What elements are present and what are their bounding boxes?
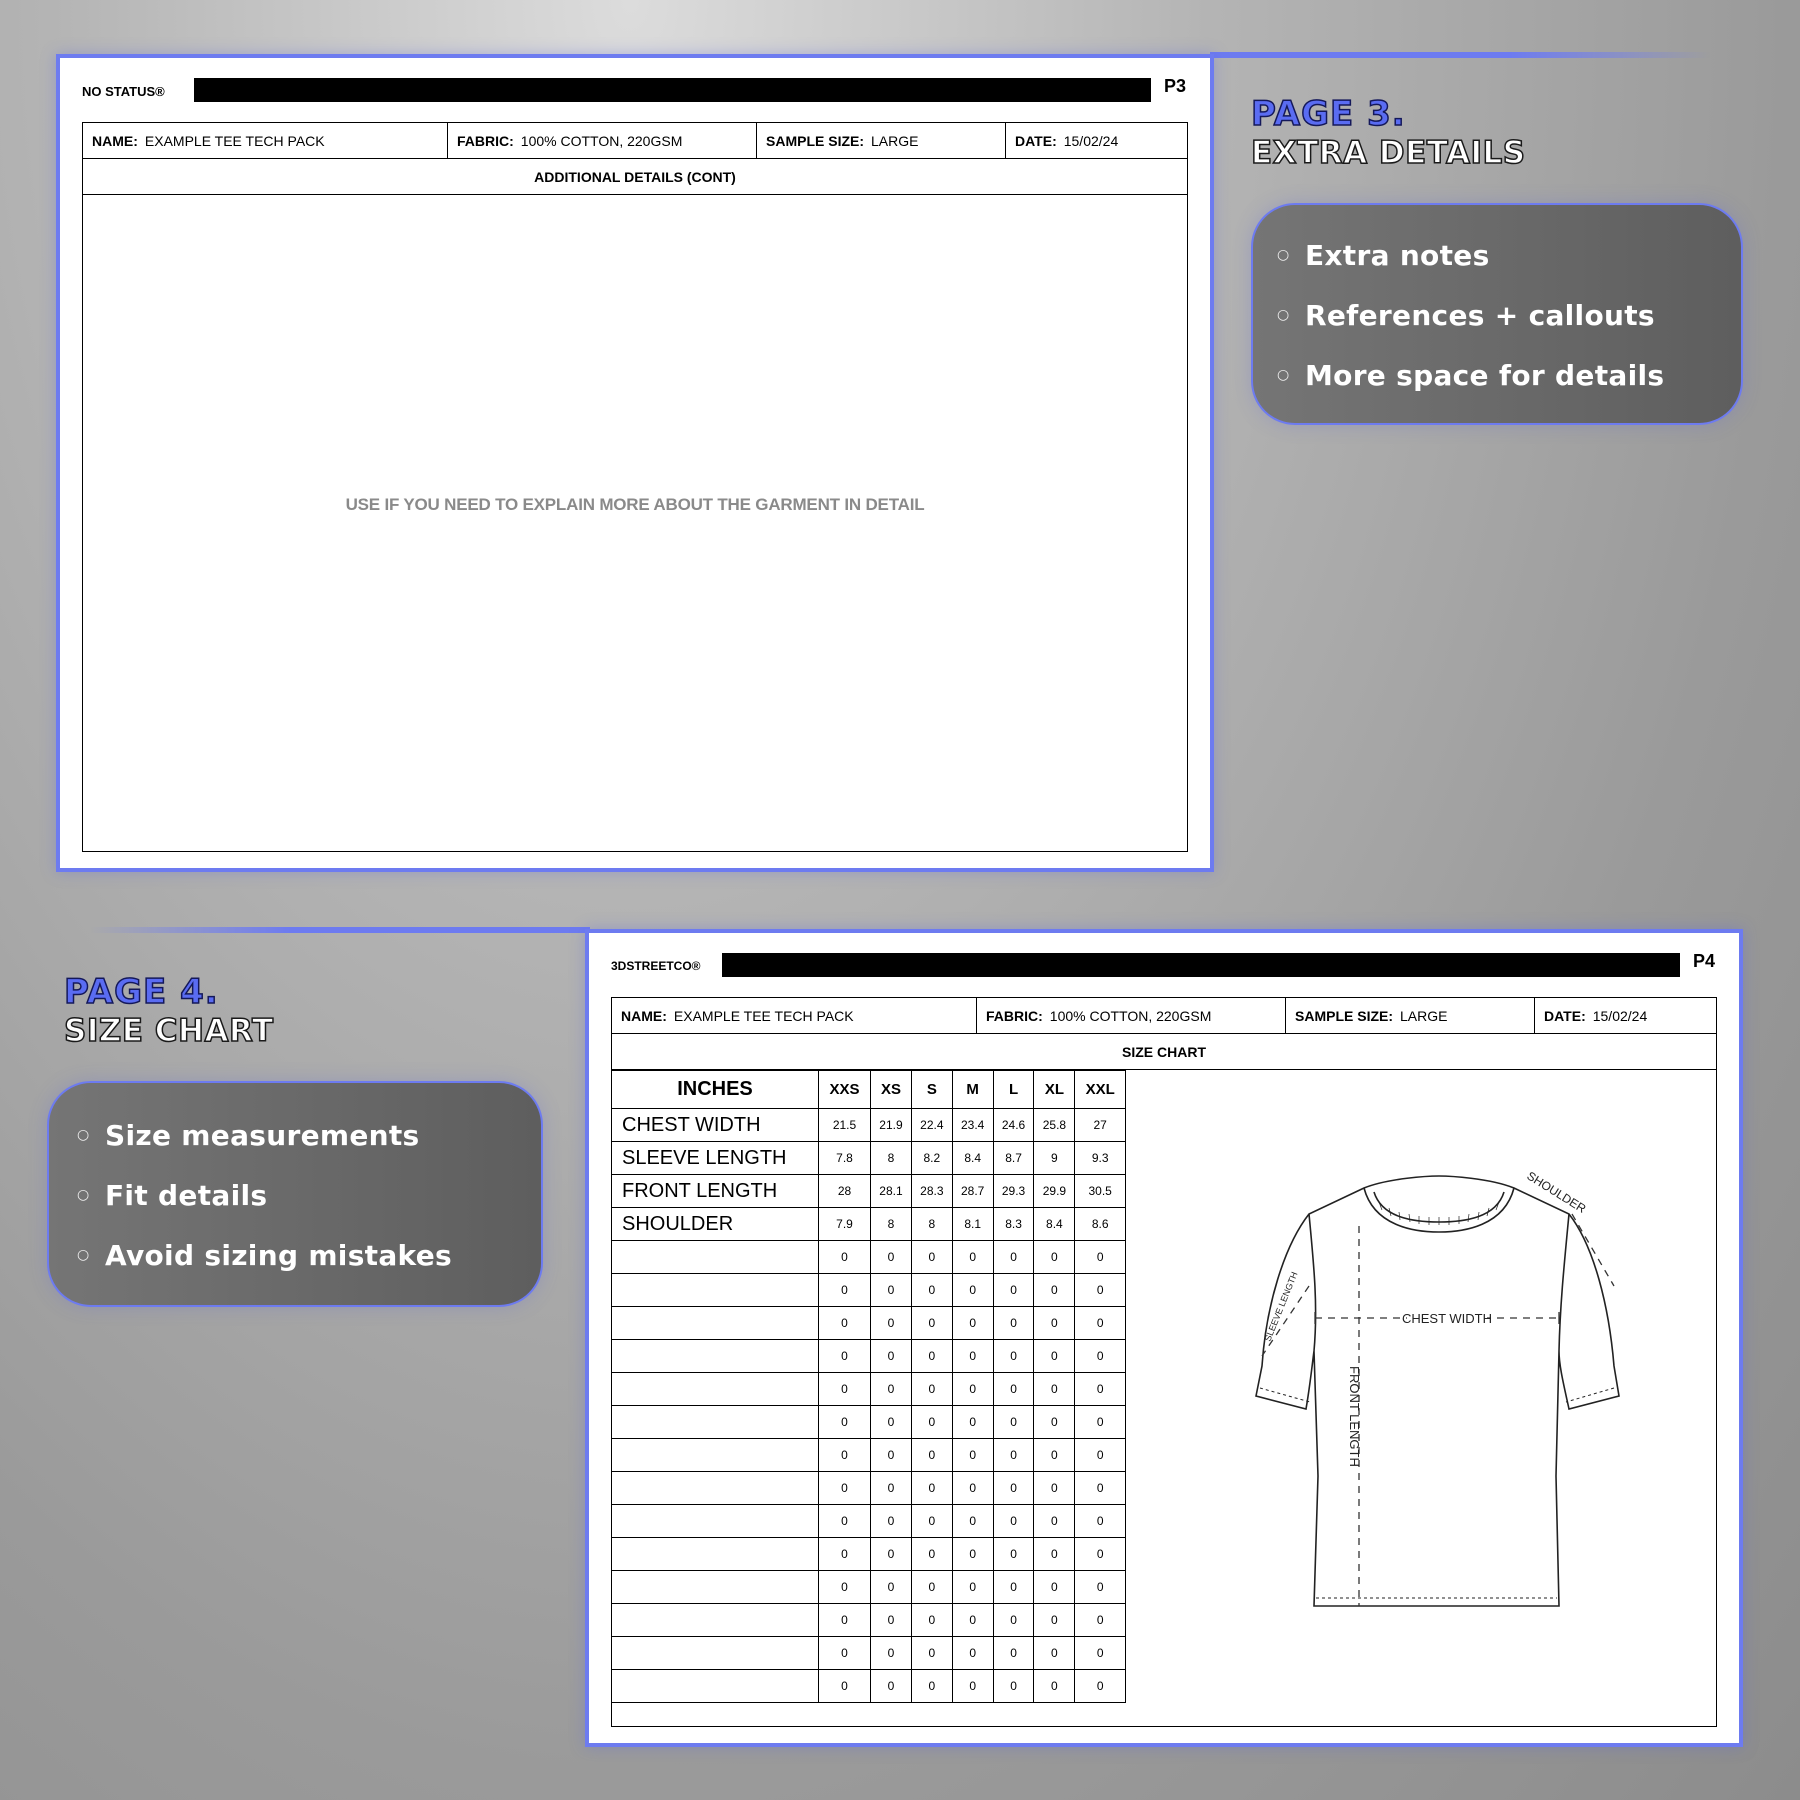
- measurement-value: 0: [871, 1538, 912, 1571]
- section-title: ADDITIONAL DETAILS (CONT): [82, 159, 1188, 195]
- list-item-label: Avoid sizing mistakes: [105, 1238, 452, 1272]
- measurement-value: 0: [1034, 1472, 1075, 1505]
- measurement-value: 0: [952, 1538, 993, 1571]
- chest-width-label: CHEST WIDTH: [1401, 1311, 1493, 1326]
- header-row: [611, 997, 1717, 1034]
- measurement-value: 0: [1075, 1439, 1126, 1472]
- date-label: DATE:: [1544, 1007, 1586, 1024]
- measurement-value: 0: [1075, 1538, 1126, 1571]
- name-value: EXAMPLE TEE TECH PACK: [673, 1007, 854, 1024]
- name-label: NAME:: [92, 132, 138, 149]
- measurement-value: 8.2: [911, 1142, 952, 1175]
- measurement-value: 0: [1034, 1406, 1075, 1439]
- panel4-title: [64, 972, 274, 1050]
- table-row: [612, 1670, 1126, 1703]
- brand-logo: NO STATUS®: [82, 84, 165, 99]
- measurement-value: 0: [819, 1241, 871, 1274]
- size-column-header: XXS: [819, 1071, 871, 1109]
- measurement-value: 0: [952, 1406, 993, 1439]
- table-row: [612, 1241, 1126, 1274]
- measurement-value: 0: [871, 1340, 912, 1373]
- measurement-label: SLEEVE LENGTH: [612, 1142, 819, 1175]
- measurement-value: 0: [819, 1571, 871, 1604]
- size-table: [611, 1070, 1126, 1703]
- name-cell: [612, 998, 977, 1033]
- measurement-value: 0: [952, 1670, 993, 1703]
- measurement-value: 0: [993, 1274, 1034, 1307]
- table-row: [612, 1175, 1126, 1208]
- list-item-label: References + callouts: [1305, 298, 1655, 332]
- size-table-body: [612, 1109, 1126, 1703]
- size-column-header: L: [993, 1071, 1034, 1109]
- measurement-value: 0: [819, 1439, 871, 1472]
- list-item-label: More space for details: [1305, 358, 1665, 392]
- measurement-value: 0: [952, 1439, 993, 1472]
- tshirt-outline: [1256, 1176, 1619, 1606]
- measurement-value: 0: [911, 1373, 952, 1406]
- table-row: [612, 1472, 1126, 1505]
- measurement-value: 0: [1075, 1472, 1126, 1505]
- measurement-value: 29.3: [993, 1175, 1034, 1208]
- measurement-value: 0: [911, 1538, 952, 1571]
- measurement-value: 0: [819, 1406, 871, 1439]
- measurement-value: 27: [1075, 1109, 1126, 1142]
- table-row: [612, 1406, 1126, 1439]
- list-item: [77, 1165, 541, 1225]
- measurement-value: 0: [1034, 1439, 1075, 1472]
- measurement-value: 0: [1075, 1373, 1126, 1406]
- table-row: [612, 1505, 1126, 1538]
- measurement-value: 0: [993, 1604, 1034, 1637]
- tech-pack-page-3: [56, 54, 1214, 872]
- measurement-value: 0: [911, 1472, 952, 1505]
- list-item: [77, 1225, 541, 1285]
- measurement-value: 8: [871, 1208, 912, 1241]
- list-item: [1277, 285, 1741, 345]
- list-item-label: Fit details: [105, 1178, 268, 1212]
- measurement-value: 0: [911, 1604, 952, 1637]
- date-label: DATE:: [1015, 132, 1057, 149]
- measurement-value: 0: [993, 1340, 1034, 1373]
- fabric-value: 100% COTTON, 220GSM: [520, 132, 683, 149]
- fabric-value: 100% COTTON, 220GSM: [1049, 1007, 1212, 1024]
- measurement-value: 0: [993, 1505, 1034, 1538]
- list-item: [1277, 225, 1741, 285]
- measurement-value: 0: [952, 1307, 993, 1340]
- measurement-value: 28.3: [911, 1175, 952, 1208]
- measurement-value: 0: [911, 1637, 952, 1670]
- name-label: NAME:: [621, 1007, 667, 1024]
- measurement-value: 0: [871, 1571, 912, 1604]
- sample-size-label: SAMPLE SIZE:: [766, 132, 865, 149]
- measurement-value: 21.9: [871, 1109, 912, 1142]
- measurement-value: 9.3: [1075, 1142, 1126, 1175]
- measurement-value: 0: [1075, 1505, 1126, 1538]
- front-length-label: FRONT LENGTH: [1347, 1366, 1362, 1467]
- measurement-value: 8.4: [952, 1142, 993, 1175]
- measurement-value: 8.3: [993, 1208, 1034, 1241]
- measurement-value: 0: [1075, 1406, 1126, 1439]
- size-column-header: XS: [871, 1071, 912, 1109]
- measurement-value: 8: [871, 1142, 912, 1175]
- measurement-value: 7.8: [819, 1142, 871, 1175]
- details-area: [82, 195, 1188, 852]
- measurement-value: 0: [819, 1604, 871, 1637]
- measurement-value: 0: [911, 1274, 952, 1307]
- measurement-value: 0: [1075, 1604, 1126, 1637]
- measurement-label: [612, 1406, 819, 1439]
- measurement-value: 0: [819, 1307, 871, 1340]
- section-title: SIZE CHART: [611, 1034, 1717, 1070]
- measurement-label: [612, 1307, 819, 1340]
- measurement-value: 30.5: [1075, 1175, 1126, 1208]
- measurement-value: 0: [819, 1373, 871, 1406]
- measurement-value: 0: [952, 1604, 993, 1637]
- measurement-label: [612, 1241, 819, 1274]
- fabric-cell: [448, 123, 757, 158]
- measurement-value: 22.4: [911, 1109, 952, 1142]
- date-value: 15/02/24: [1063, 132, 1119, 149]
- measurement-value: 7.9: [819, 1208, 871, 1241]
- measurement-value: 0: [993, 1538, 1034, 1571]
- measurement-label: CHEST WIDTH: [612, 1109, 819, 1142]
- measurement-value: 0: [911, 1406, 952, 1439]
- measurement-value: 0: [1034, 1340, 1075, 1373]
- fabric-cell: [977, 998, 1286, 1033]
- measurement-value: 0: [911, 1439, 952, 1472]
- measurement-value: 0: [952, 1505, 993, 1538]
- size-column-header: XL: [1034, 1071, 1075, 1109]
- measurement-value: 0: [911, 1505, 952, 1538]
- measurement-value: 0: [1075, 1340, 1126, 1373]
- accent-line-page4: [90, 927, 590, 933]
- measurement-label: [612, 1340, 819, 1373]
- measurement-value: 0: [819, 1472, 871, 1505]
- fabric-label: FABRIC:: [986, 1007, 1043, 1024]
- measurement-value: 0: [952, 1472, 993, 1505]
- measurement-value: 28.7: [952, 1175, 993, 1208]
- bullet-icon: ○: [1277, 247, 1290, 263]
- table-row: [612, 1373, 1126, 1406]
- measurement-label: [612, 1439, 819, 1472]
- measurement-value: 0: [993, 1472, 1034, 1505]
- sample-size-label: SAMPLE SIZE:: [1295, 1007, 1394, 1024]
- list-item-label: Size measurements: [105, 1118, 420, 1152]
- table-row: [612, 1307, 1126, 1340]
- measurement-value: 0: [871, 1505, 912, 1538]
- sample-size-cell: [1286, 998, 1535, 1033]
- measurement-label: [612, 1274, 819, 1307]
- measurement-value: 0: [952, 1274, 993, 1307]
- measurement-label: [612, 1637, 819, 1670]
- unit-header: INCHES: [612, 1071, 819, 1109]
- measurement-value: 0: [993, 1571, 1034, 1604]
- panel4-title-page: PAGE 4.: [64, 972, 219, 1012]
- panel3-title-subtitle: EXTRA DETAILS: [1251, 135, 1526, 171]
- panel3-title: [1251, 94, 1526, 172]
- measurement-value: 0: [1034, 1307, 1075, 1340]
- measurement-value: 0: [819, 1505, 871, 1538]
- table-row: [612, 1142, 1126, 1175]
- size-column-header: M: [952, 1071, 993, 1109]
- page-number: P4: [1693, 951, 1716, 971]
- measurement-value: 0: [1075, 1307, 1126, 1340]
- header-row: [82, 122, 1188, 159]
- measurement-label: [612, 1571, 819, 1604]
- measurement-value: 0: [871, 1472, 912, 1505]
- measurement-value: 0: [1034, 1571, 1075, 1604]
- measurement-value: 0: [911, 1670, 952, 1703]
- panel4-feature-list: [47, 1081, 543, 1307]
- sample-size-value: LARGE: [871, 132, 919, 149]
- measurement-value: 0: [1034, 1505, 1075, 1538]
- measurement-value: 0: [952, 1571, 993, 1604]
- sample-size-cell: [757, 123, 1006, 158]
- table-row: [612, 1109, 1126, 1142]
- name-cell: [83, 123, 448, 158]
- measurement-value: 8.1: [952, 1208, 993, 1241]
- measurement-value: 28.1: [871, 1175, 912, 1208]
- bullet-icon: ○: [1277, 367, 1290, 383]
- measurement-value: 0: [993, 1439, 1034, 1472]
- placeholder-text: USE IF YOU NEED TO EXPLAIN MORE ABOUT THE GARMENT IN DETAIL: [345, 495, 925, 514]
- panel4-title-subtitle: SIZE CHART: [64, 1013, 274, 1049]
- table-row: [612, 1340, 1126, 1373]
- title-bar: [194, 78, 1151, 102]
- bullet-icon: ○: [77, 1127, 90, 1143]
- size-column-header: S: [911, 1071, 952, 1109]
- measurement-value: 0: [871, 1406, 912, 1439]
- table-row: [612, 1274, 1126, 1307]
- measurement-value: 24.6: [993, 1109, 1034, 1142]
- date-value: 15/02/24: [1592, 1007, 1648, 1024]
- bullet-icon: ○: [77, 1187, 90, 1203]
- shoulder-label: SHOULDER: [1524, 1168, 1589, 1216]
- size-column-header: XXL: [1075, 1071, 1126, 1109]
- measurement-value: 21.5: [819, 1109, 871, 1142]
- measurement-value: 0: [871, 1274, 912, 1307]
- measurement-value: 0: [1034, 1373, 1075, 1406]
- measurement-value: 0: [911, 1241, 952, 1274]
- measurement-value: 0: [1034, 1241, 1075, 1274]
- measurement-value: 25.8: [1034, 1109, 1075, 1142]
- measurement-value: 0: [1034, 1670, 1075, 1703]
- measurement-label: [612, 1604, 819, 1637]
- measurement-value: 0: [952, 1637, 993, 1670]
- measurement-value: 8.7: [993, 1142, 1034, 1175]
- measurement-label: FRONT LENGTH: [612, 1175, 819, 1208]
- bullet-icon: ○: [1277, 307, 1290, 323]
- measurement-value: 0: [911, 1340, 952, 1373]
- measurement-value: 0: [952, 1241, 993, 1274]
- measurement-value: 0: [819, 1274, 871, 1307]
- measurement-label: [612, 1505, 819, 1538]
- measurement-value: 8: [911, 1208, 952, 1241]
- measurement-value: 0: [911, 1571, 952, 1604]
- measurement-value: 9: [1034, 1142, 1075, 1175]
- list-item: [77, 1105, 541, 1165]
- table-row: [612, 1439, 1126, 1472]
- fabric-label: FABRIC:: [457, 132, 514, 149]
- table-row: [612, 1571, 1126, 1604]
- measurement-value: 0: [871, 1439, 912, 1472]
- name-value: EXAMPLE TEE TECH PACK: [144, 132, 325, 149]
- measurement-value: 0: [1034, 1538, 1075, 1571]
- measurement-label: [612, 1538, 819, 1571]
- measurement-value: 0: [993, 1670, 1034, 1703]
- measurement-label: [612, 1373, 819, 1406]
- measurement-value: 0: [819, 1538, 871, 1571]
- list-item: [1277, 345, 1741, 405]
- measurement-value: 0: [1075, 1241, 1126, 1274]
- date-cell: [1006, 123, 1187, 158]
- sleeve-length-label: SLEEVE LENGTH: [1262, 1270, 1300, 1343]
- table-row: [612, 1604, 1126, 1637]
- measurement-value: 0: [952, 1373, 993, 1406]
- table-row: [612, 1208, 1126, 1241]
- measurement-value: 29.9: [1034, 1175, 1075, 1208]
- measurement-value: 0: [871, 1637, 912, 1670]
- table-row: [612, 1637, 1126, 1670]
- measurement-value: 0: [1034, 1274, 1075, 1307]
- measurement-value: 0: [1034, 1604, 1075, 1637]
- measurement-value: 8.4: [1034, 1208, 1075, 1241]
- measurement-label: [612, 1472, 819, 1505]
- measurement-value: 0: [1075, 1274, 1126, 1307]
- measurement-value: 0: [993, 1241, 1034, 1274]
- measurement-value: 0: [993, 1406, 1034, 1439]
- measurement-label: [612, 1670, 819, 1703]
- measurement-value: 0: [819, 1637, 871, 1670]
- measurement-label: SHOULDER: [612, 1208, 819, 1241]
- measurement-value: 0: [952, 1340, 993, 1373]
- measurement-value: 8.6: [1075, 1208, 1126, 1241]
- measurement-value: 0: [1075, 1571, 1126, 1604]
- tshirt-measurement-diagram: [1214, 1166, 1654, 1646]
- measurement-value: 0: [819, 1670, 871, 1703]
- measurement-value: 0: [1075, 1637, 1126, 1670]
- measurement-value: 0: [871, 1241, 912, 1274]
- measurement-value: 0: [911, 1307, 952, 1340]
- accent-line-page3: [1210, 52, 1710, 58]
- tech-pack-page-4: [585, 929, 1743, 1747]
- measurement-value: 23.4: [952, 1109, 993, 1142]
- measurement-value: 0: [871, 1670, 912, 1703]
- measurement-value: 0: [993, 1307, 1034, 1340]
- measurement-value: 0: [871, 1373, 912, 1406]
- brand-logo: 3DSTREETCO®: [611, 959, 701, 973]
- measurement-value: 0: [993, 1373, 1034, 1406]
- bullet-icon: ○: [77, 1247, 90, 1263]
- measurement-value: 0: [819, 1340, 871, 1373]
- list-item-label: Extra notes: [1305, 238, 1490, 272]
- measurement-value: 0: [1075, 1670, 1126, 1703]
- table-row: [612, 1538, 1126, 1571]
- sample-size-value: LARGE: [1400, 1007, 1448, 1024]
- measurement-value: 0: [871, 1307, 912, 1340]
- measurement-value: 28: [819, 1175, 871, 1208]
- panel3-feature-list: [1251, 203, 1743, 425]
- page-number: P3: [1164, 76, 1187, 96]
- size-table-header: [612, 1071, 1126, 1109]
- measurement-value: 0: [993, 1637, 1034, 1670]
- measurement-value: 0: [1034, 1637, 1075, 1670]
- panel3-title-page: PAGE 3.: [1251, 94, 1406, 134]
- measurement-value: 0: [871, 1604, 912, 1637]
- date-cell: [1535, 998, 1716, 1033]
- title-bar: [722, 953, 1680, 977]
